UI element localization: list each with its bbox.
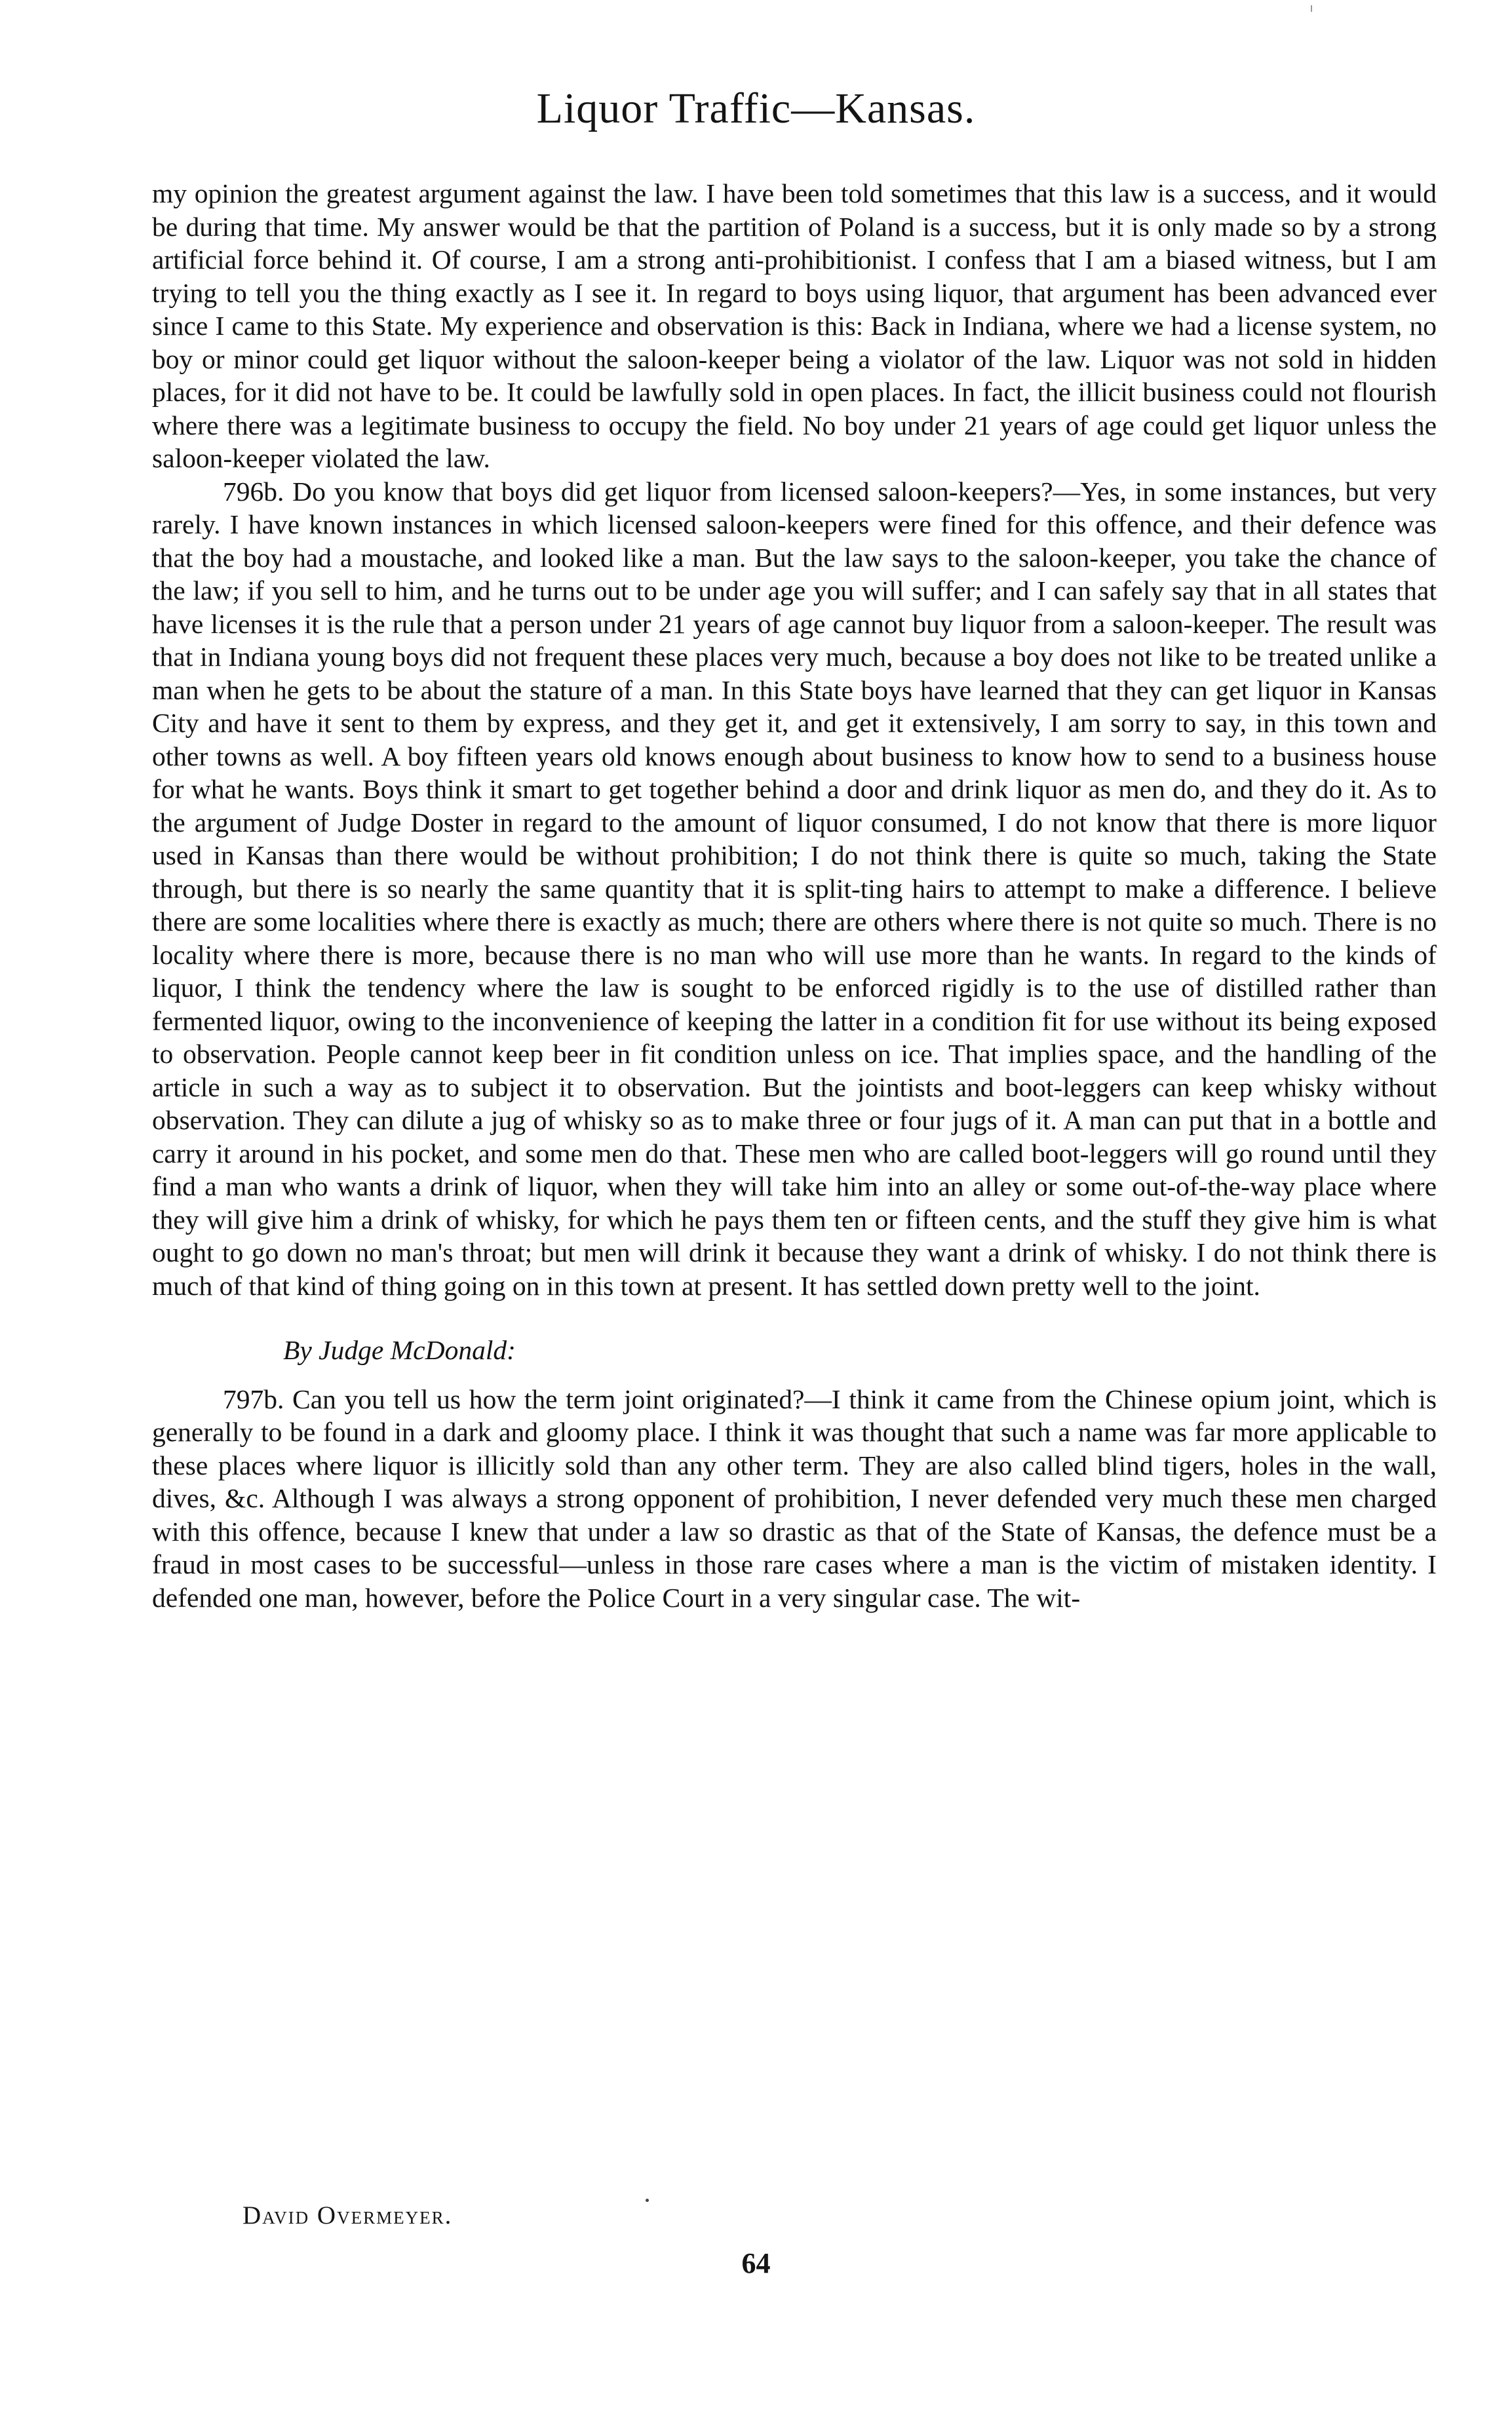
- running-title: Liquor Traffic—Kansas.: [536, 85, 976, 132]
- scan-speck: [646, 2199, 649, 2202]
- witness-name: David Overmeyer.: [242, 2201, 453, 2230]
- body-text: [152, 177, 1437, 1614]
- paragraph-continuation: my opinion the greatest argument against the law. I have been told sometimes that this law is a success, and it would be during that time. My answer would be that the partition of Poland is a success, but it is only made so by a strong artificial force behind it. Of course, I am a strong anti-prohibitionist. I confess that I am a biased witness, but I am trying to tell you the thing exactly as I see it. In regard to boys using liquor, that argument has been advanced ever since I came to this State. My experience and observation is this: Back in Indiana, where we had a license system, no boy or minor could get liquor without the saloon-keeper being a violator of the law. Liquor was not sold in hidden places, for it did not have to be. It could be lawfully sold in open places. In fact, the illicit business could not flourish where there was a legitimate business to occupy the field. No boy under 21 years of age could get liquor unless the saloon-keeper violated the law.: [152, 178, 1437, 473]
- paragraph-797b: 797b. Can you tell us how the term joint originated?—I think it came from the Chinese opium joint, which is generally to be found in a dark and gloomy place. I think it was thought that such a name was far more applicable to these places where liquor is illicitly sold than any other term. They are also called blind tigers, holes in the wall, dives, &c. Although I was always a strong opponent of prohibition, I never defended very much these men charged with this offence, because I knew that under a law so drastic as that of the State of Kansas, the defence must be a fraud in most cases to be successful—unless in those rare cases where a man is the victim of mistaken identity. I defended one man, however, before the Police Court in a very singular case. The wit-: [152, 1383, 1437, 1613]
- paragraph-796b: 796b. Do you know that boys did get liquor from licensed saloon-keepers?—Yes, in some instances, but very rarely. I have known instances in which licensed saloon-keepers were fined for this offence, and their defence was that the boy had a moustache, and looked like a man. But the law says to the saloon-keeper, you take the chance of the law; if you sell to him, and he turns out to be under age you will suffer; and I can safely say that in all states that have licenses it is the rule that a person under 21 years of age cannot buy liquor from a saloon-keeper. The result was that in Indiana young boys did not frequent these places very much, because a boy does not like to be treated unlike a man when he gets to be about the stature of a man. In this State boys have learned that they can get liquor in Kansas City and have it sent to them by express, and they get it, and get it extensively, I am sorry to say, in this town and other towns as well. A boy fifteen years old knows enough about business to know how to send to a business house for what he wants. Boys think it smart to get together behind a door and drink liquor as men do, and they do it. As to the argument of Judge Doster in regard to the amount of liquor consumed, I do not know that there is more liquor used in Kansas than there would be without prohibition; I do not think there is quite so much, taking the State through, but there is so nearly the same quantity that it is split-ting hairs to attempt to make a difference. I believe there are some localities where there is exactly as much; there are others where there is not quite so much. There is no locality where there is more, because there is no man who will use more than he wants. In regard to the kinds of liquor, I think the tendency where the law is sought to be enforced rigidly is to the use of distilled rather than fermented liquor, owing to the inconvenience of keeping the latter in a condition fit for use without its being exposed to observation. People cannot keep beer in fit condition unless on ice. That implies space, and the handling of the article in such a way as to subject it to observation. But the jointists and boot-leggers can keep whisky without observation. They can dilute a jug of whisky so as to make three or four jugs of it. A man can put that in a bottle and carry it around in his pocket, and some men do that. These men who are called boot-leggers will go round until they find a man who wants a drink of liquor, when they will take him into an alley or some out-of-the-way place where they will give him a drink of whisky, for which he pays them ten or fifteen cents, and the stuff they give him is what ought to go down no man's throat; but men will drink it because they want a drink of whisky. I do not think there is much of that kind of thing going on in this town at present. It has settled down pretty well to the joint.: [152, 476, 1437, 1301]
- speaker-heading: By Judge McDonald:: [283, 1335, 516, 1365]
- scan-mark: [1311, 5, 1312, 12]
- page-number: 64: [741, 2247, 771, 2279]
